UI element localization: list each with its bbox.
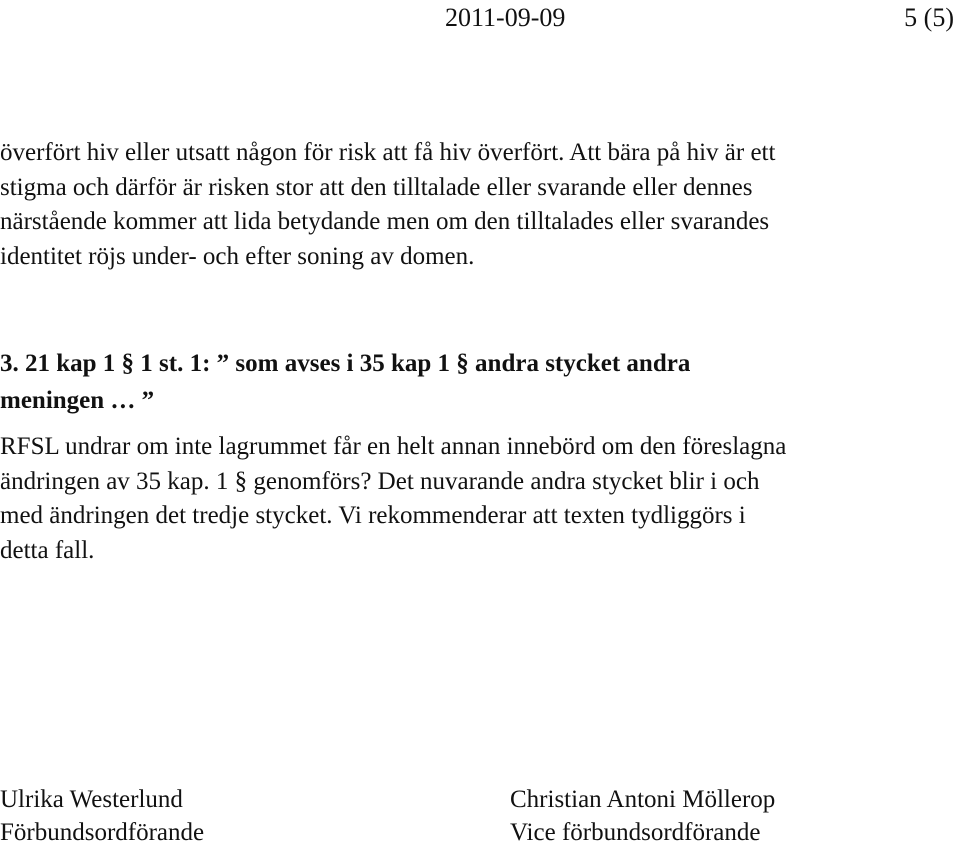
paragraph-rfsl-comment (0, 430, 958, 568)
paragraph-line: med ändringen det tredje stycket. Vi rekommenderar att texten tydliggörs i (0, 502, 746, 529)
paragraph-line: närstående kommer att lida betydande men om den tilltalades eller svarandes (0, 208, 770, 235)
header-page-number: 5 (5) (904, 3, 954, 32)
heading-line: meningen … ” (0, 387, 155, 414)
header-date: 2011-09-09 (445, 3, 566, 32)
signatory-name: Christian Antoni Möllerop (510, 786, 776, 813)
paragraph-line: detta fall. (0, 536, 95, 564)
paragraph-line: identitet röjs under- och efter soning av domen. (0, 242, 475, 270)
signatory-title: Vice förbundsordförande (510, 819, 761, 846)
signatory-name: Ulrika Westerlund (0, 786, 183, 813)
heading-line: 3. 21 kap 1 § 1 st. 1: ” som avses i 35 kap 1 § andra stycket andra (0, 350, 691, 377)
signature-left (0, 783, 204, 849)
paragraph-line: RFSL undrar om inte lagrummet får en helt annan innebörd om den föreslagna (0, 433, 787, 460)
signatory-title: Förbundsordförande (0, 819, 205, 846)
signature-right (510, 783, 775, 849)
section-heading (0, 345, 958, 419)
paragraph-line: ändringen av 35 kap. 1 § genomförs? Det nuvarande andra stycket blir i och (0, 467, 760, 495)
paragraph-line: överfört hiv eller utsatt någon för risk att få hiv överfört. Att bära på hiv är ett (0, 139, 776, 166)
paragraph-hiv-identity (0, 136, 958, 274)
paragraph-line: stigma och därför är risken stor att den tilltalade eller svarande eller dennes (0, 173, 753, 201)
